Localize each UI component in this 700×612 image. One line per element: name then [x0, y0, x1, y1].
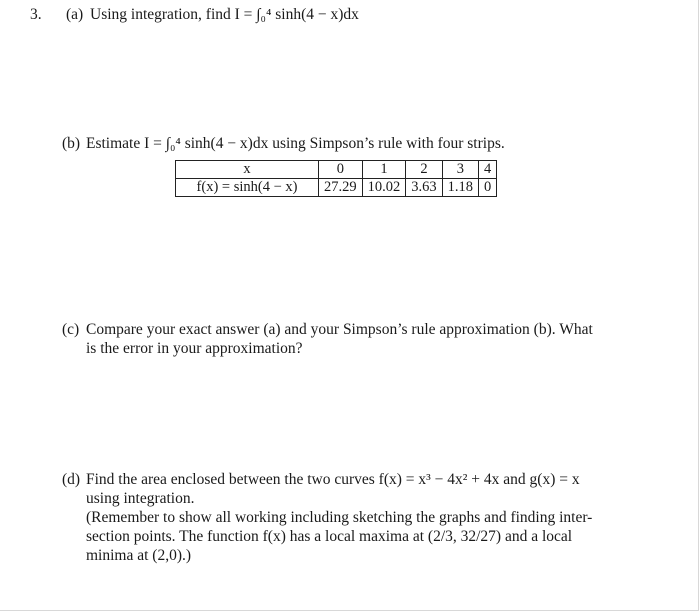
table-cell: 27.29 [319, 179, 363, 197]
table-cell: 10.02 [362, 179, 406, 197]
table-cell: f(x) = sinh(4 − x) [176, 179, 319, 197]
part-d-line: Find the area enclosed between the two curves f(x) = x³ − 4x² + 4x and g(x) = x [86, 471, 580, 488]
part-d-tag: (d) [62, 471, 81, 488]
part-a [66, 5, 359, 24]
table-cell: 3.63 [406, 179, 442, 197]
table-cell: 1 [362, 161, 406, 179]
part-b-tag: (b) [62, 135, 81, 152]
part-d [62, 470, 626, 565]
table-cell: 3 [442, 161, 478, 179]
table-cell: x [176, 161, 319, 179]
simpson-table [175, 160, 497, 197]
part-c [62, 320, 626, 358]
part-c-line: Compare your exact answer (a) and your Simpson’s rule approximation (b). What [86, 321, 593, 338]
table-row [176, 179, 497, 197]
part-c-tag: (c) [62, 321, 80, 338]
part-b-text: Estimate I = ∫₀⁴ sinh(4 − x)dx using Simpson’s rule with four strips. [86, 135, 505, 152]
table-cell: 4 [479, 161, 497, 179]
table-cell: 0 [479, 179, 497, 197]
part-c-line: is the error in your approximation? [86, 340, 303, 357]
table-cell: 0 [319, 161, 363, 179]
table-cell: 1.18 [442, 179, 478, 197]
table-header-row [176, 161, 497, 179]
part-d-line: section points. The function f(x) has a local maxima at (2/3, 32/27) and a local [86, 528, 573, 545]
part-b [62, 134, 505, 153]
part-d-line: minima at (2,0).) [86, 547, 192, 564]
part-d-line: (Remember to show all working including sketching the graphs and finding inter- [86, 509, 593, 526]
question-number: 3. [30, 6, 42, 23]
part-a-tag: (a) [66, 6, 84, 23]
part-d-line: using integration. [86, 490, 195, 507]
part-a-text: Using integration, find I = ∫₀⁴ sinh(4 − x)dx [90, 6, 359, 23]
table-cell: 2 [406, 161, 442, 179]
